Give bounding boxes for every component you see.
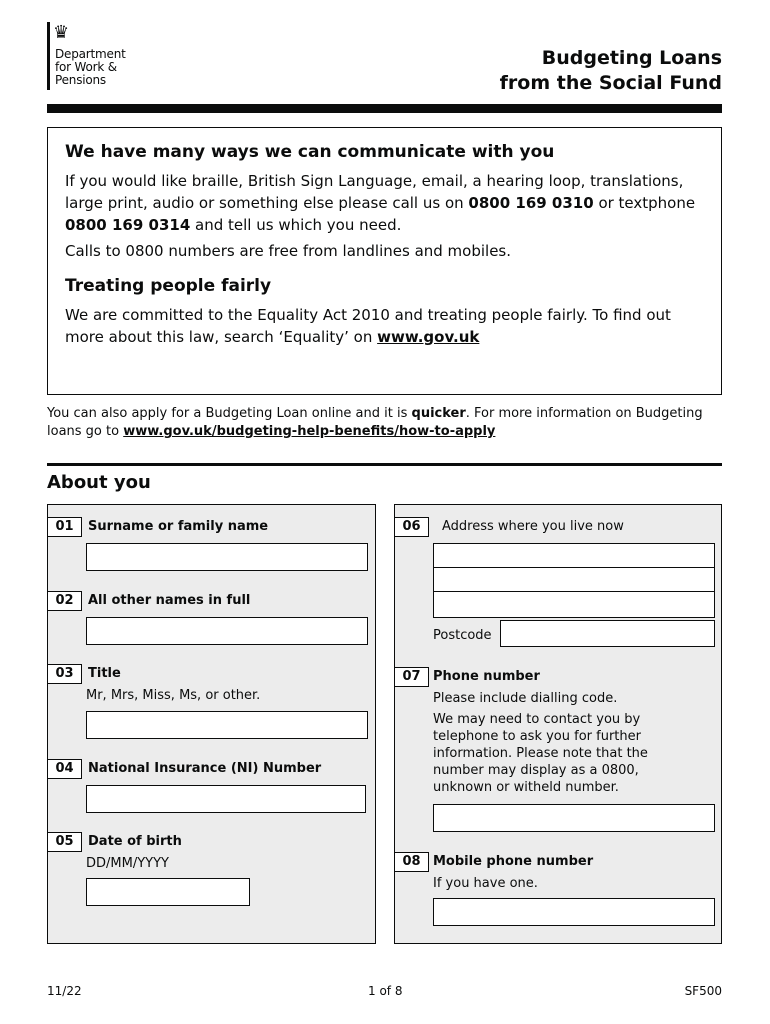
date-of-birth-field[interactable] (86, 878, 250, 906)
phone-contact-hint: We may need to contact you by telephone to ask you for further information. Please note that the number may display as a 0800, unknown or witheld number. (433, 712, 648, 795)
form-code: SF500 (684, 984, 722, 998)
fairness-text: We are committed to the Equality Act 2010 and treating people fairly. To find out more about this law, search ‘Equality’ on www.gov.uk (65, 306, 671, 346)
how-to-apply-link[interactable]: www.gov.uk/budgeting-help-benefits/how-to-apply (123, 424, 496, 439)
ni-number-field[interactable] (86, 785, 366, 813)
question-label: Date of birth (88, 834, 182, 849)
crest-rule (47, 22, 50, 90)
address-line-1-field[interactable] (433, 543, 715, 568)
mobile-number-field[interactable] (433, 898, 715, 926)
gov-uk-link[interactable]: www.gov.uk (377, 328, 480, 346)
question-number: 05 (48, 832, 82, 852)
left-panel (47, 504, 376, 944)
title-hint: Mr, Mrs, Miss, Ms, or other. (86, 688, 261, 703)
department-name: Department for Work & Pensions (55, 47, 126, 87)
postcode-label: Postcode (433, 628, 492, 643)
question-label: Surname or family name (88, 519, 269, 534)
apply-online-text: You can also apply for a Budgeting Loan online and it is quicker. For more information on Budgeting loans go to www.gov.uk/budgeting-help-benefits/how-to-apply (47, 406, 703, 439)
question-label: Title (88, 666, 121, 681)
section-title: About you (47, 472, 151, 493)
dialling-code-hint: Please include dialling code. (433, 691, 618, 706)
footer-date: 11/22 (47, 984, 82, 998)
address-line-2-field[interactable] (433, 567, 715, 592)
communication-text: If you would like braille, British Sign Language, email, a hearing loop, translations, large print, audio or something else please call us on 0800 169 0310 or textphone 0800 169 0314 and tell us which you need. (65, 172, 696, 234)
date-format-hint: DD/MM/YYYY (86, 856, 169, 871)
form-title: Budgeting Loans from the Social Fund (499, 47, 722, 94)
question-label: Mobile phone number (433, 854, 594, 869)
other-names-field[interactable] (86, 617, 368, 645)
communication-heading: We have many ways we can communicate with you (65, 142, 555, 162)
phone-number-field[interactable] (433, 804, 715, 832)
fairness-heading: Treating people fairly (65, 276, 272, 296)
title-field[interactable] (86, 711, 368, 739)
section-rule (47, 463, 722, 466)
question-label: National Insurance (NI) Number (88, 761, 322, 776)
question-number: 01 (48, 517, 82, 537)
page-header (47, 22, 722, 98)
question-label: All other names in full (88, 593, 251, 608)
mobile-hint: If you have one. (433, 876, 538, 891)
address-line-3-field[interactable] (433, 591, 715, 618)
free-calls-text: Calls to 0800 numbers are free from landlines and mobiles. (65, 242, 512, 260)
question-number: 07 (395, 667, 429, 687)
question-label: Address where you live now (442, 519, 624, 534)
question-number: 06 (395, 517, 429, 537)
question-label: Phone number (433, 669, 540, 684)
royal-crest-icon: ♛ (53, 22, 70, 43)
question-number: 02 (48, 591, 82, 611)
question-number: 04 (48, 759, 82, 779)
page-number: 1 of 8 (368, 984, 403, 998)
question-number: 08 (395, 852, 429, 872)
surname-field[interactable] (86, 543, 368, 571)
postcode-field[interactable] (500, 620, 715, 647)
header-bar (47, 104, 722, 113)
communication-info-box (47, 127, 722, 395)
right-panel (394, 504, 722, 944)
question-number: 03 (48, 664, 82, 684)
